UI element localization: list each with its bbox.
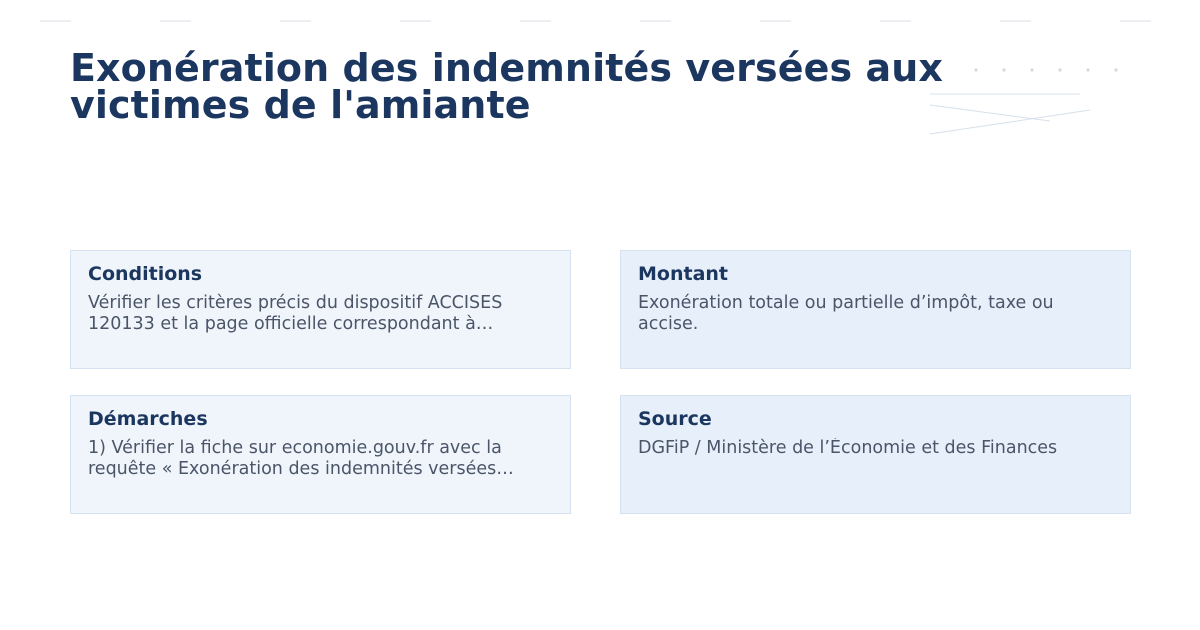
card-text: Vérifier les critères précis du dispositif ACCISES 120133 et la page officielle correspondant à… bbox=[88, 293, 503, 334]
page-title: Exonération des indemnités versées aux victimes de l'amiante bbox=[70, 46, 943, 127]
card-title: Conditions bbox=[88, 263, 203, 285]
card-text: 1) Vérifier la fiche sur economie.gouv.fr avec la requête « Exonération des indemnités versées… bbox=[88, 438, 514, 479]
card-text: DGFiP / Ministère de l’Économie et des Finances bbox=[638, 438, 1058, 458]
card-conditions bbox=[70, 250, 571, 369]
top-dash-decoration bbox=[0, 0, 1200, 30]
card-title: Source bbox=[638, 408, 712, 430]
card-title: Montant bbox=[638, 263, 728, 285]
card-text: Exonération totale ou partielle d’impôt, taxe ou accise. bbox=[638, 293, 1054, 334]
card-demarches bbox=[70, 395, 571, 514]
card-source bbox=[620, 395, 1131, 514]
card-title: Démarches bbox=[88, 408, 208, 430]
card-montant bbox=[620, 250, 1131, 369]
